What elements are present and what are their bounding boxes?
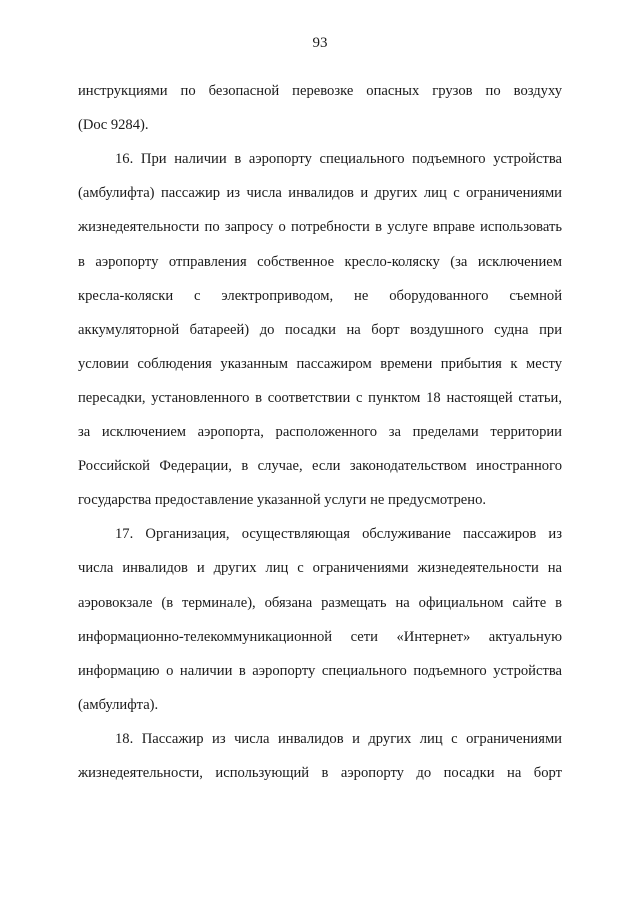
text-line: 17. Организация, осуществляющая обслуживание пассажиров из — [115, 526, 562, 543]
text-line: пересадки, установленного в соответствии с пунктом 18 настоящей статьи, — [78, 389, 562, 406]
text-line: жизнедеятельности, использующий в аэропорту до посадки на борт — [78, 765, 562, 781]
text-line: в аэропорту отправления собственное кресло-коляску (за исключением — [78, 253, 562, 270]
text-line: (амбулифта) пассажир из числа инвалидов и других лиц с ограничениями — [78, 185, 562, 202]
text-line: информацию о наличии в аэропорту специального подъемного устройства — [78, 662, 562, 679]
text-line: инструкциями по безопасной перевозке опасных грузов по воздуху — [78, 83, 562, 99]
text-line: (Doc 9284). — [78, 117, 149, 134]
text-line: числа инвалидов и других лиц с ограничениями жизнедеятельности на — [78, 560, 562, 577]
text-line: жизнедеятельности по запросу о потребности в услуге вправе использовать — [78, 219, 562, 236]
text-line: условии соблюдения указанным пассажиром времени прибытия к месту — [78, 355, 562, 372]
text-line: (амбулифта). — [78, 696, 159, 713]
text-line: 18. Пассажир из числа инвалидов и других лиц с ограничениями — [115, 730, 562, 747]
text-line: 16. При наличии в аэропорту специального подъемного устройства — [115, 151, 562, 168]
text-line: аэровокзале (в терминале), обязана размещать на официальном сайте в — [78, 594, 562, 611]
text-line: аккумуляторной батареей) до посадки на борт воздушного судна при — [78, 321, 562, 338]
text-line: государства предоставление указанной услуги не предусмотрено. — [78, 492, 487, 509]
text-line: кресла-коляски с электроприводом, не оборудованного съемной — [78, 287, 562, 304]
page-number: 93 — [312, 35, 328, 51]
text-line: Российской Федерации, в случае, если законодательством иностранного — [78, 458, 562, 475]
text-line: информационно-телекоммуникационной сети «Интернет» актуальную — [78, 628, 562, 645]
text-line: за исключением аэропорта, расположенного за пределами территории — [78, 424, 562, 440]
